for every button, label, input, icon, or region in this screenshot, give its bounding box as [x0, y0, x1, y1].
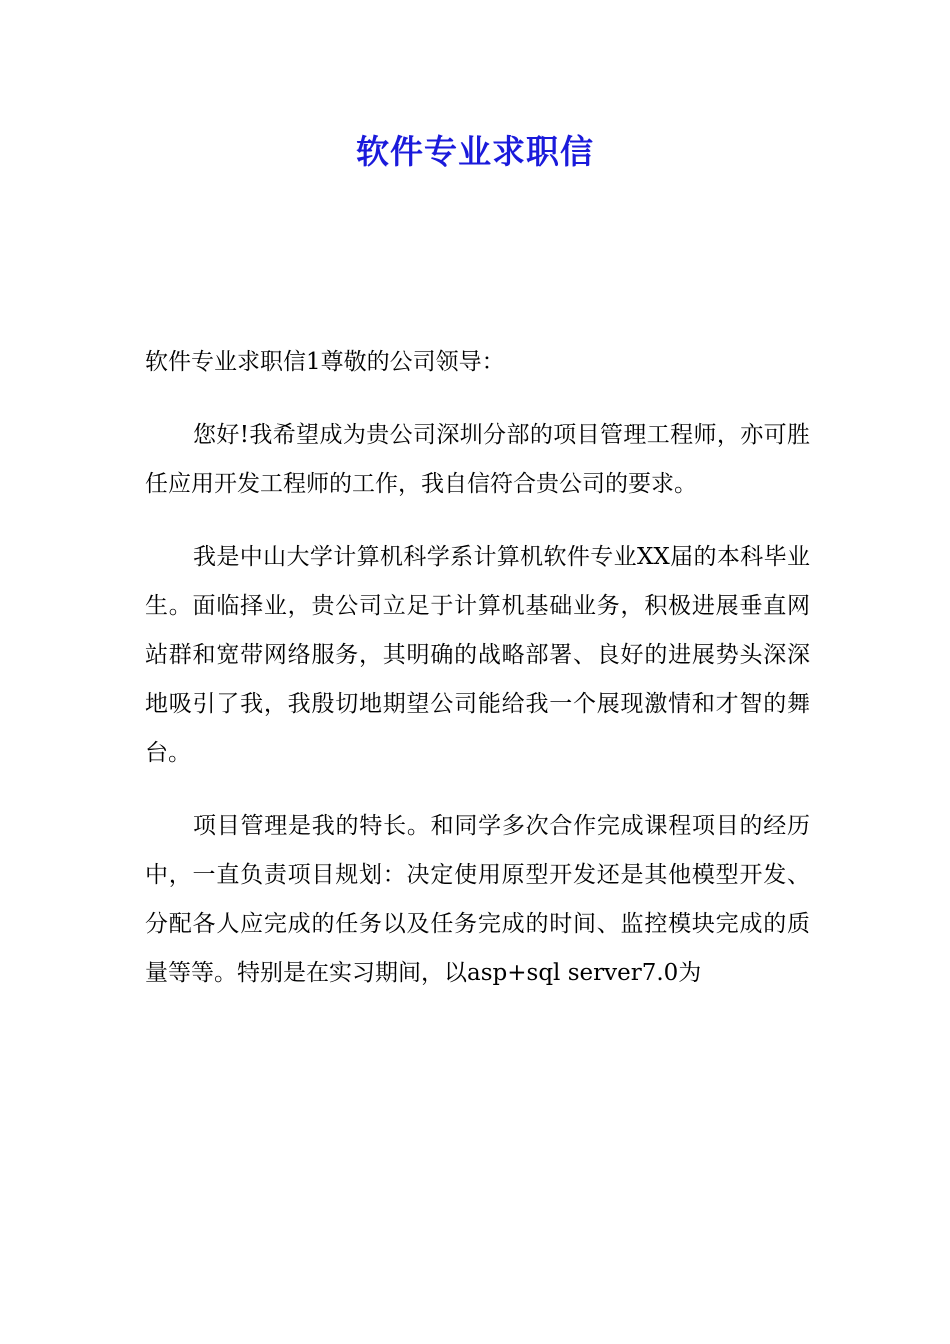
page-title: 软件专业求职信 [356, 132, 594, 171]
paragraph-project-management: 项目管理是我的特长。和同学多次合作完成课程项目的经历中，一直负责项目规划：决定使用原型开发还是其他模型开发、分配各人应完成的任务以及任务完成的时间、监控模块完成的质量等等。特别是在实习期间，以asp+sql server7.0为 [145, 813, 810, 986]
paragraph-intro: 您好!我希望成为贵公司深圳分部的项目管理工程师，亦可胜任应用开发工程师的工作，我自信符合贵公司的要求。 [145, 422, 810, 497]
letter-body [145, 338, 810, 998]
salutation-paragraph: 软件专业求职信1尊敬的公司领导： [145, 349, 505, 375]
paragraph-background: 我是中山大学计算机科学系计算机软件专业XX届的本科毕业生。面临择业，贵公司立足于计算机基础业务，积极进展垂直网站群和宽带网络服务，其明确的战略部署、良好的进展势头深深地吸引了我，我殷切地期望公司能给我一个展现激情和才智的舞台。 [145, 544, 810, 766]
